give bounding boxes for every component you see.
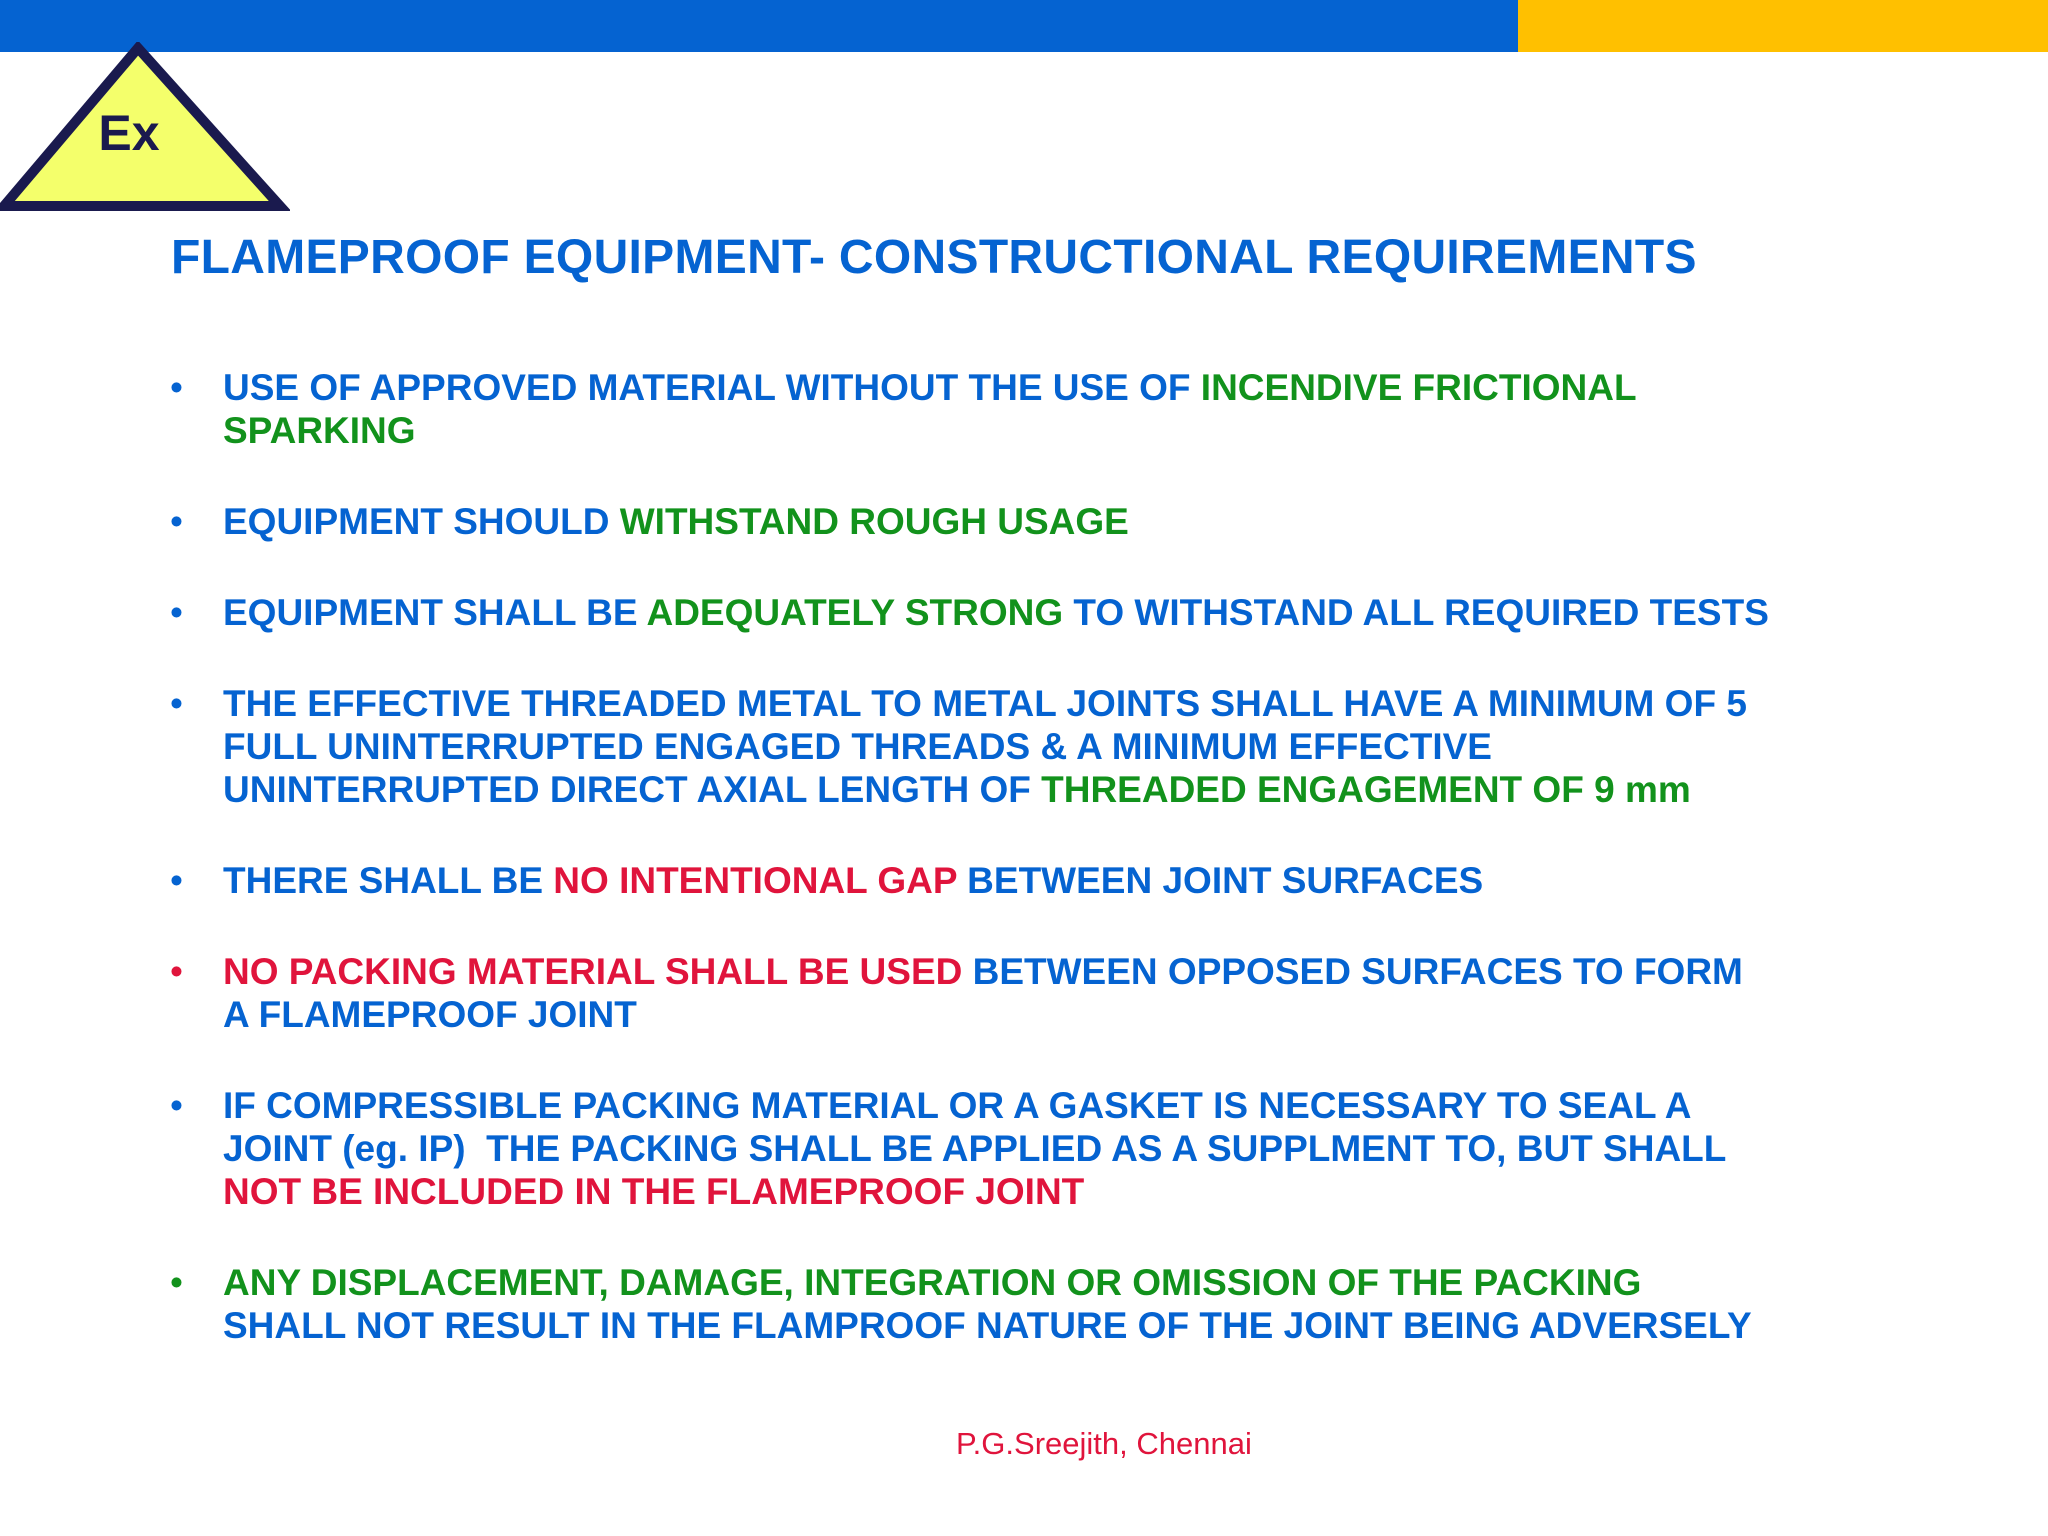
list-item <box>170 366 2010 452</box>
text-run: THREADED ENGAGEMENT OF 9 mm <box>1041 769 1691 810</box>
ex-badge-label: Ex <box>98 105 160 161</box>
list-item-line <box>223 725 2010 768</box>
bullet-dot-icon: • <box>170 860 183 901</box>
list-item-line <box>223 591 2010 634</box>
bullet-dot-icon: • <box>170 1085 183 1126</box>
text-run: ANY DISPLACEMENT, DAMAGE, INTEGRATION OR OMISSION OF THE PACKING <box>223 1262 1642 1303</box>
header-bar-gold <box>1518 0 2048 52</box>
list-item-line <box>223 993 2010 1036</box>
text-run: SPARKING <box>223 410 416 451</box>
text-run: NO PACKING MATERIAL SHALL BE USED <box>223 951 963 992</box>
list-item <box>170 1084 2010 1213</box>
bullet-dot-icon: • <box>170 367 183 408</box>
text-run: TO WITHSTAND ALL REQUIRED TESTS <box>1063 592 1769 633</box>
list-item-line <box>223 1084 2010 1127</box>
text-run: WITHSTAND ROUGH USAGE <box>619 501 1129 542</box>
text-run: NO INTENTIONAL GAP <box>553 860 957 901</box>
text-run: IF COMPRESSIBLE PACKING MATERIAL OR A GASKET IS NECESSARY TO SEAL A <box>223 1085 1692 1126</box>
bullet-dot-icon: • <box>170 501 183 542</box>
list-item <box>170 682 2010 811</box>
list-item-line <box>223 1304 2010 1347</box>
bullet-dot-icon: • <box>170 683 183 724</box>
list-item-line <box>223 950 2010 993</box>
bullet-dot-icon: • <box>170 951 183 992</box>
list-item <box>170 591 2010 634</box>
list-item-line <box>223 1170 2010 1213</box>
bullet-dot-icon: • <box>170 1262 183 1303</box>
text-run: A FLAMEPROOF JOINT <box>223 994 637 1035</box>
text-run: SHALL NOT RESULT IN THE FLAMPROOF NATURE OF THE JOINT BEING ADVERSELY <box>223 1305 1752 1346</box>
list-item-line <box>223 366 2010 409</box>
text-run: ADEQUATELY STRONG <box>646 592 1064 633</box>
list-item <box>170 859 2010 902</box>
text-run: EQUIPMENT SHOULD <box>223 501 620 542</box>
text-run: INCENDIVE FRICTIONAL <box>1200 367 1637 408</box>
text-run: UNINTERRUPTED DIRECT AXIAL LENGTH OF <box>223 769 1042 810</box>
list-item <box>170 950 2010 1036</box>
text-run: EQUIPMENT SHALL BE <box>223 592 647 633</box>
requirements-list <box>170 366 2010 1395</box>
text-run: NOT BE INCLUDED IN THE FLAMEPROOF JOINT <box>223 1171 1085 1212</box>
list-item-line <box>223 768 2010 811</box>
text-run: USE OF APPROVED MATERIAL WITHOUT THE USE OF <box>223 367 1201 408</box>
list-item-line <box>223 1127 2010 1170</box>
text-run: BETWEEN JOINT SURFACES <box>956 860 1484 901</box>
list-item-line <box>223 500 2010 543</box>
text-run: FULL UNINTERRUPTED ENGAGED THREADS & A MINIMUM EFFECTIVE <box>223 726 1492 767</box>
text-run: BETWEEN OPPOSED SURFACES TO FORM <box>962 951 1743 992</box>
list-item-line <box>223 1261 2010 1304</box>
text-run: JOINT (eg. IP) THE PACKING SHALL BE APPLIED AS A SUPPLMENT TO, BUT SHALL <box>223 1128 1727 1169</box>
list-item-line <box>223 682 2010 725</box>
list-item-line <box>223 409 2010 452</box>
bullet-dot-icon: • <box>170 592 183 633</box>
text-run: THERE SHALL BE <box>223 860 554 901</box>
list-item <box>170 1261 2010 1347</box>
footer-author: P.G.Sreejith, Chennai <box>956 1426 1252 1461</box>
slide-title: FLAMEPROOF EQUIPMENT- CONSTRUCTIONAL REQUIREMENTS <box>171 231 1697 284</box>
list-item <box>170 500 2010 543</box>
list-item-line <box>223 859 2010 902</box>
text-run: THE EFFECTIVE THREADED METAL TO METAL JOINTS SHALL HAVE A MINIMUM OF 5 <box>223 683 1747 724</box>
